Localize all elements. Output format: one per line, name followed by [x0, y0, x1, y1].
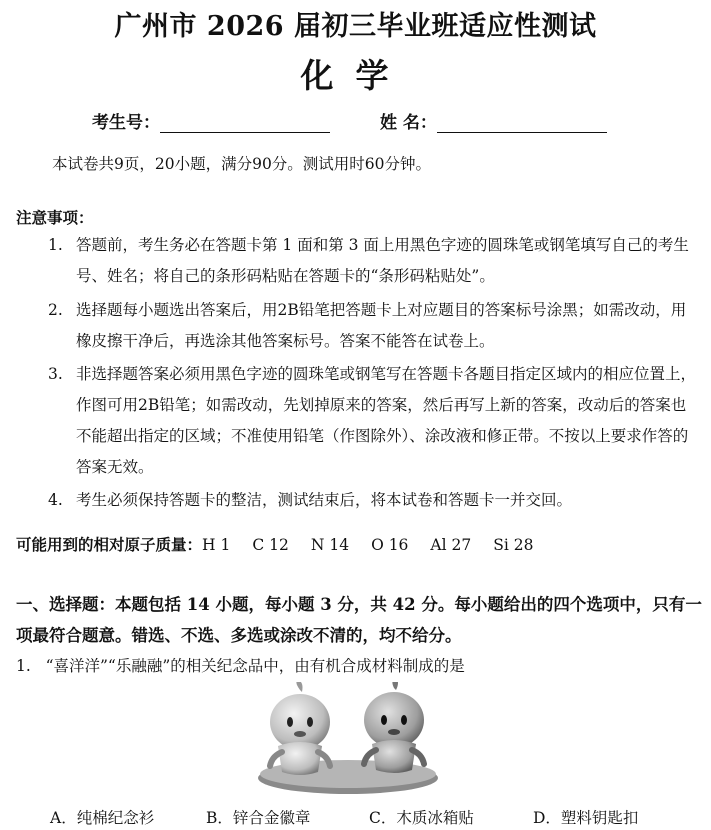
- option-b: B．锌合金徽章: [206, 809, 311, 827]
- note-number: 1.: [48, 236, 63, 254]
- question-text: “喜洋洋”“乐融融”的相关纪念品中，由有机合成材料制成的是: [45, 657, 465, 675]
- exam-number-label: 考生号：: [92, 113, 160, 133]
- element-mass: Si 28: [493, 536, 534, 554]
- note-item: [48, 359, 698, 483]
- name-blank: [437, 114, 607, 133]
- note-number: 4.: [48, 491, 63, 509]
- exam-title: 广州市 2026 届初三毕业班适应性测试: [114, 11, 597, 42]
- subject-title: 化学: [300, 56, 411, 95]
- note-text: 选择题每小题选出答案后，用2B铅笔把答题卡上对应题目的答案标号涂黑；如需改动，用橡皮擦干净后，再选涂其他答案标号。答案不能答在试卷上。: [76, 301, 687, 350]
- note-text: 答题前，考生务必在答题卡第 1 面和第 3 面上用黑色字迹的圆珠笔或钢笔填写自己的考生号、姓名；将自己的条形码粘贴在答题卡的“条形码粘贴处”。: [76, 236, 689, 285]
- exam-number-blank: [160, 114, 330, 133]
- option-a: A．纯棉纪念衫: [50, 809, 155, 827]
- name-field: [380, 108, 607, 133]
- section-heading: 一、选择题：本题包括 14 小题，每小题 3 分，共 42 分。每小题给出的四个选项中，只有一项最符合题意。错选、不选、多选或涂改不清的，均不给分。: [16, 595, 702, 645]
- name-label: 姓 名：: [380, 113, 437, 133]
- note-number: 2.: [48, 301, 63, 319]
- option-c: C．木质冰箱贴: [369, 809, 474, 827]
- mascot-image: [248, 682, 448, 796]
- question-stem: [16, 654, 465, 676]
- atomic-masses: [16, 533, 555, 555]
- note-text: 非选择题答案必须用黑色字迹的圆珠笔或钢笔写在答题卡各题目指定区域内的相应位置上，作图可用2B铅笔；如需改动，先划掉原来的答案，然后再写上新的答案，改动后的答案也不能超出指定的区域；不准使用铅笔（作图除外）、涂改液和修正带。不按以上要求作答的答案无效。: [76, 365, 697, 476]
- notes-heading: 注意事项：: [16, 208, 94, 227]
- element-mass: Al 27: [430, 536, 472, 554]
- note-item: [48, 230, 698, 292]
- note-text: 考生必须保持答题卡的整洁，测试结束后，将本试卷和答题卡一并交回。: [76, 491, 573, 509]
- element-mass: N 14: [310, 536, 350, 554]
- question-number: 1.: [16, 657, 31, 675]
- exam-intro: 本试卷共9页，20小题，满分90分。测试用时60分钟。: [52, 155, 432, 173]
- note-item: [48, 295, 698, 357]
- element-mass: O 16: [371, 536, 409, 554]
- note-number: 3.: [48, 365, 63, 383]
- mascot-right: [364, 682, 424, 773]
- element-mass: H 1: [202, 536, 231, 554]
- atomic-masses-label: 可能用到的相对原子质量：: [16, 535, 203, 554]
- exam-number-field: [92, 108, 330, 133]
- note-item: [48, 485, 698, 516]
- element-mass: C 12: [252, 536, 289, 554]
- option-d: D．塑料钥匙扣: [533, 809, 639, 827]
